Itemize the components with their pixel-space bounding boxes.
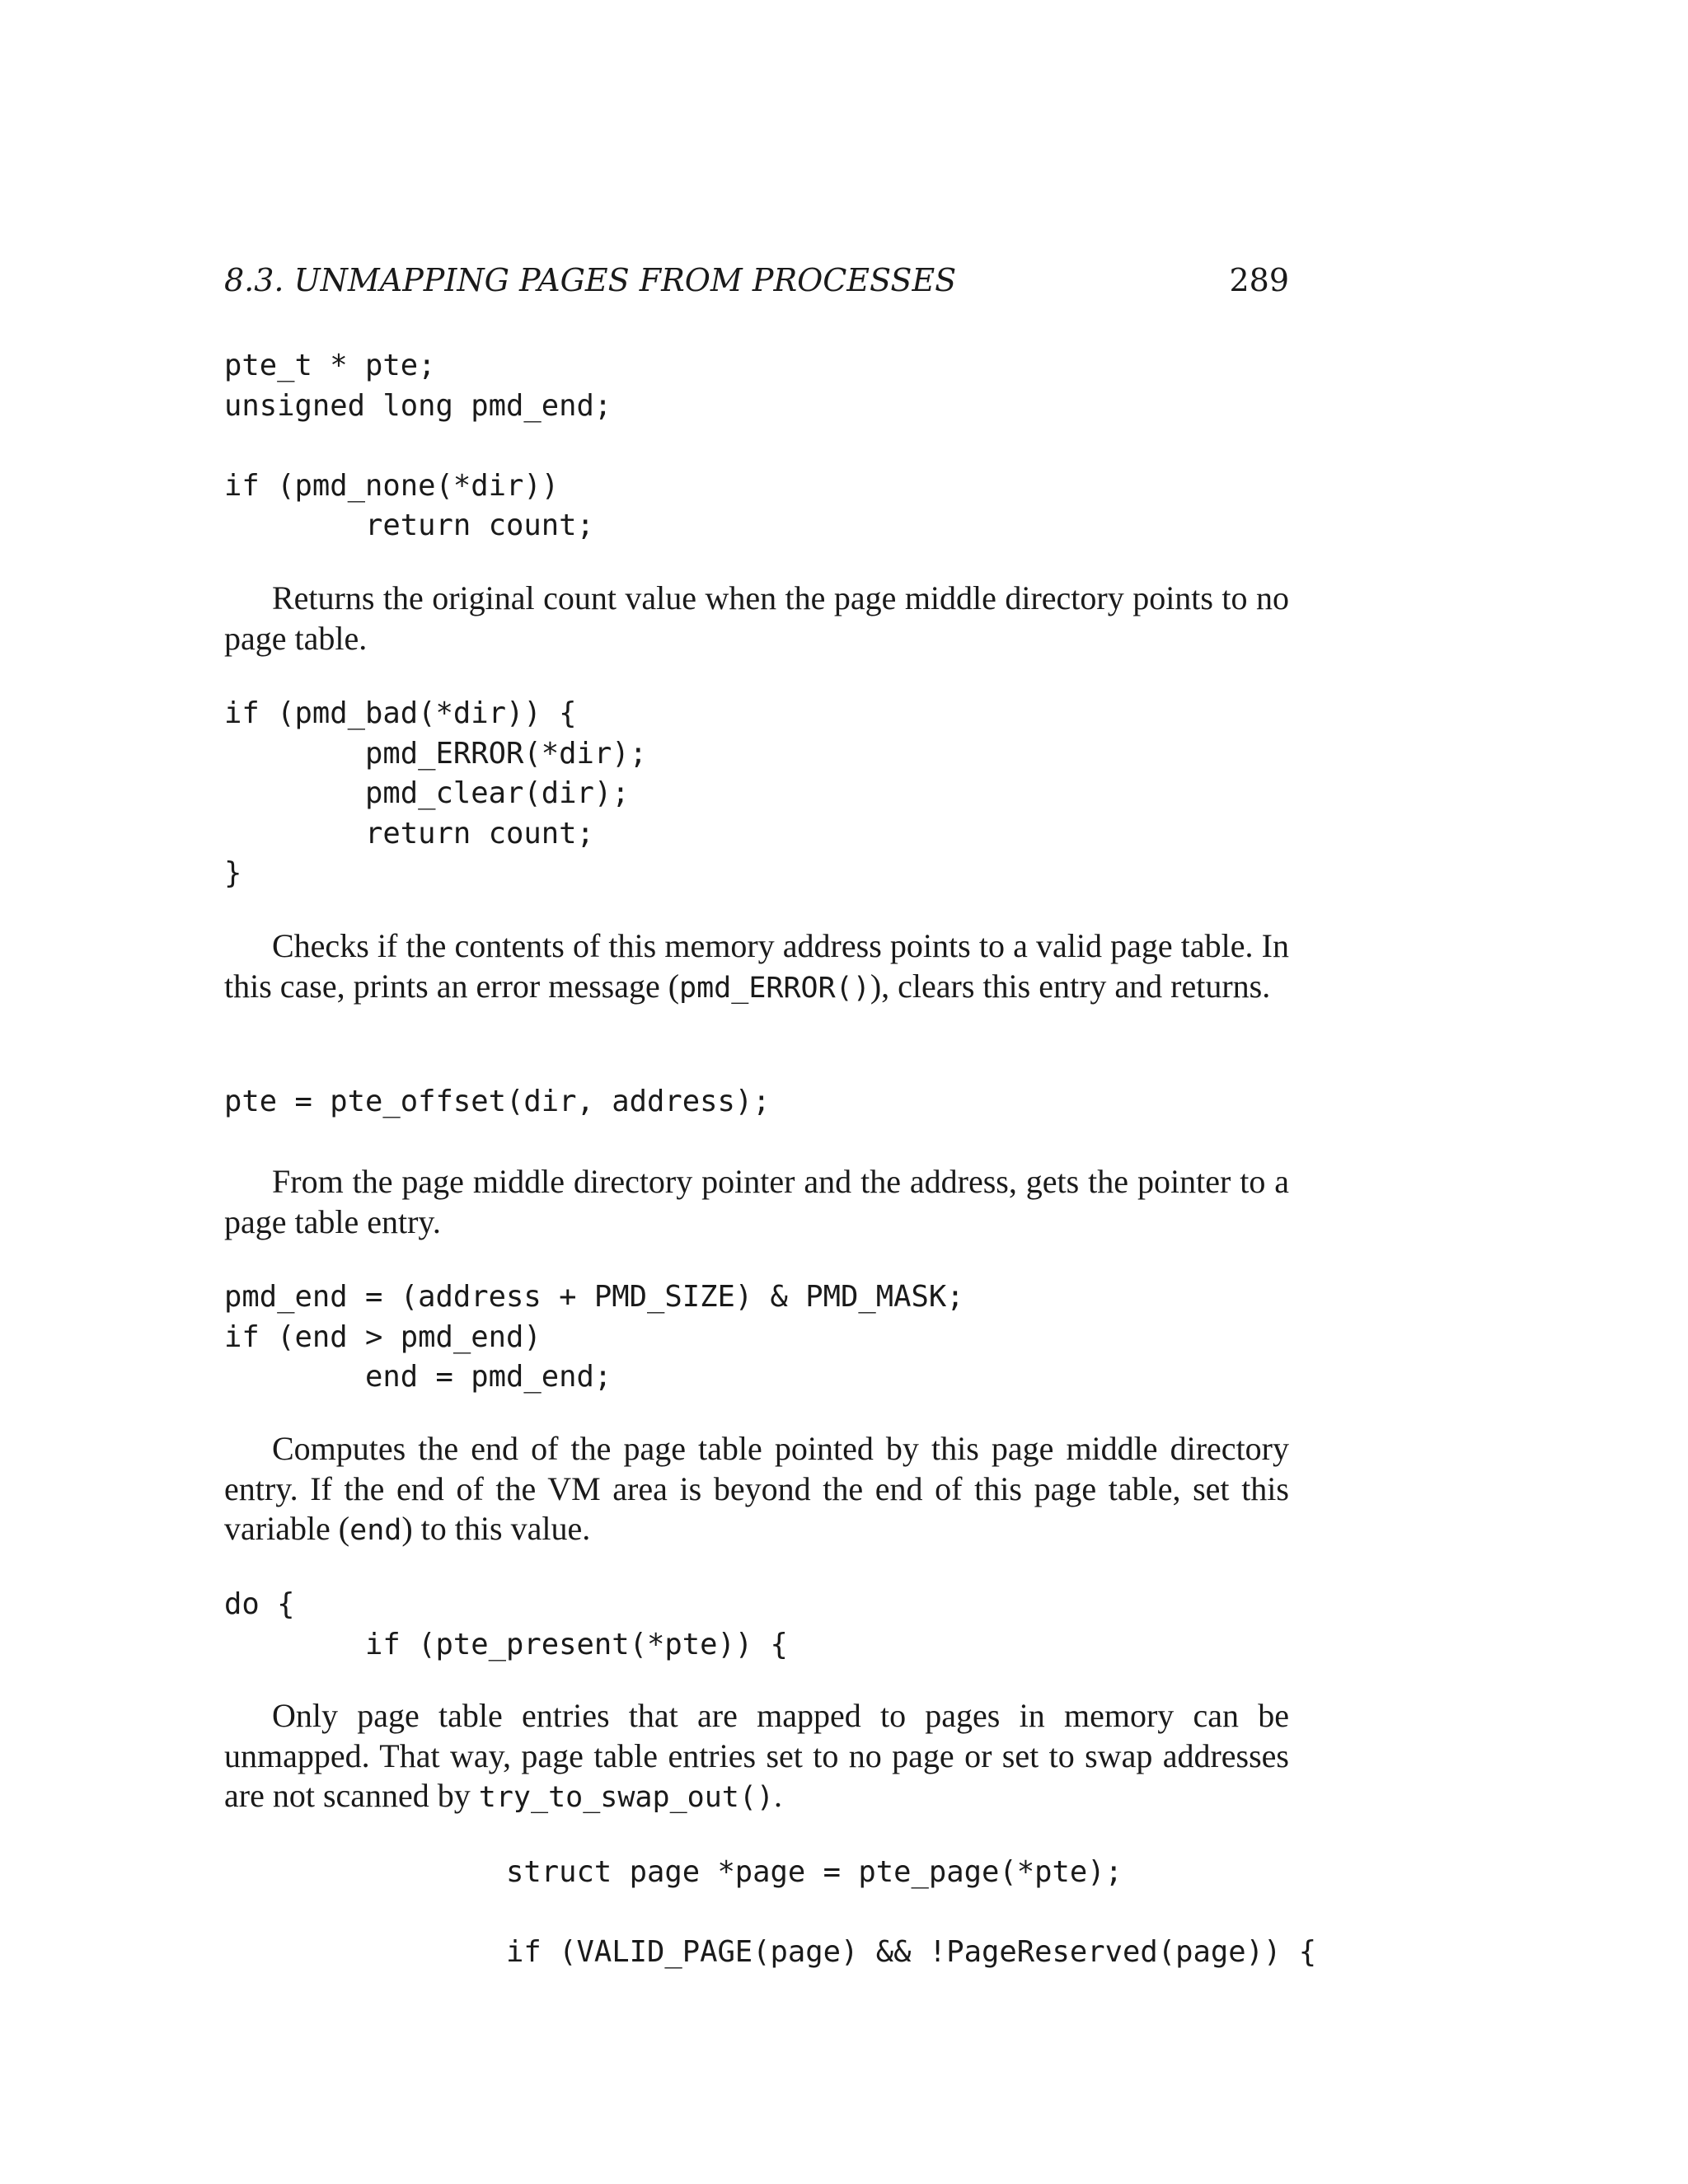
code-block-pmd-bad: [224, 694, 647, 894]
code-line: unsigned long pmd_end;: [224, 388, 612, 423]
code-block-pte-offset: [224, 1082, 771, 1122]
paragraph-text: Only page table entries that are mapped to pages in memory can be unmapped. That way, page table entries set to no page or set to swap addresses are not scanned by: [224, 1697, 1289, 1814]
code-line: return count;: [224, 816, 594, 851]
code-line: struct page *page = pte_page(*pte);: [224, 1855, 1123, 1889]
inline-code: pmd_ERROR(): [679, 971, 870, 1005]
code-line: if (pte_present(*pte)) {: [224, 1627, 788, 1661]
paragraph-text: Checks if the contents of this memory address points to a valid page table. In this case, prints an error message (: [224, 927, 1289, 1005]
running-head: [224, 262, 1289, 303]
code-line: }: [224, 856, 242, 890]
code-line: if (VALID_PAGE(page) && !PageReserved(page)) {: [224, 1935, 1317, 1969]
paragraph-text: ), clears this entry and returns.: [870, 967, 1271, 1005]
section-title: 8.3. UNMAPPING PAGES FROM PROCESSES: [224, 262, 957, 298]
code-line: [224, 1893, 1316, 1933]
code-block-do-loop: [224, 1585, 788, 1665]
paragraph-pmd-end: [224, 1429, 1289, 1551]
code-line: pmd_clear(dir);: [224, 776, 630, 810]
code-line: if (pmd_bad(*dir)) {: [224, 696, 577, 730]
paragraph-text: .: [774, 1777, 783, 1814]
code-line: end = pmd_end;: [224, 1360, 612, 1394]
code-line: pte = pte_offset(dir, address);: [224, 1085, 771, 1118]
page-number: 289: [1229, 262, 1289, 298]
code-block-declarations: [224, 346, 612, 546]
inline-code: try_to_swap_out(): [478, 1781, 775, 1814]
paragraph-text: From the page middle directory pointer and the address, gets the pointer to a page table entry.: [224, 1163, 1289, 1240]
code-line: return count;: [224, 509, 594, 542]
code-line: pmd_ERROR(*dir);: [224, 736, 647, 771]
code-line: pmd_end = (address + PMD_SIZE) & PMD_MASK;: [224, 1280, 964, 1314]
code-line: do {: [224, 1587, 295, 1621]
paragraph-text: Returns the original count value when the page middle directory points to no page table.: [224, 579, 1289, 657]
paragraph-pmd-bad: [224, 926, 1289, 1008]
paragraph-text: Computes the end of the page table pointed by this page middle directory entry. If the end of the VM area is beyond the end of this page table, set this variable (: [224, 1430, 1289, 1547]
paragraph-text: ) to this value.: [401, 1510, 591, 1547]
inline-code: end: [349, 1514, 402, 1547]
paragraph-pmd-none: [224, 579, 1289, 658]
code-block-pmd-end: [224, 1277, 964, 1398]
paragraph-pte-present: [224, 1696, 1289, 1818]
code-line: pte_t * pte;: [224, 349, 436, 382]
code-line: [224, 426, 612, 466]
code-block-struct-page: [224, 1853, 1316, 1973]
code-line: if (pmd_none(*dir)): [224, 468, 560, 503]
document-page: [224, 0, 1317, 2184]
code-line: if (end > pmd_end): [224, 1319, 542, 1354]
paragraph-pte-offset: [224, 1162, 1289, 1242]
